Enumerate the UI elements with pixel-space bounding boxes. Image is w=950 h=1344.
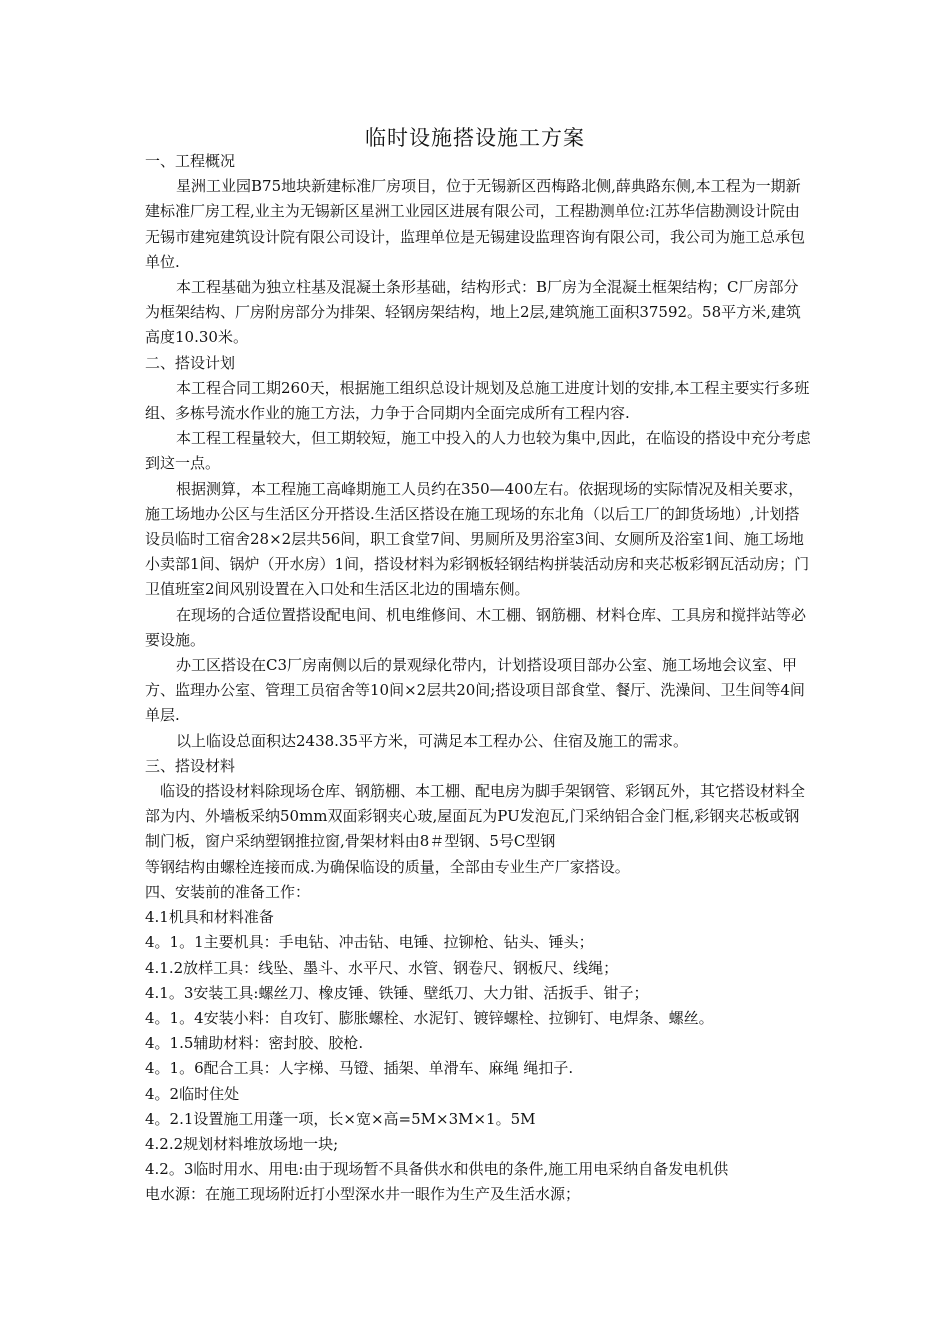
section-heading: 四、安装前的准备工作： — [145, 882, 311, 901]
subsection-heading: 4。2临时住处 — [145, 1084, 240, 1103]
paragraph: 办工区搭设在C3厂房南侧以后的景观绿化带内，计划搭设项目部办公室、施工场地会议室、甲方、监理办公室、管理工员宿舍等10间×2层共20间;搭设项目部食堂、餐厅、洗澡间、卫生间等4间单层. — [145, 656, 805, 725]
paragraph: 根据测算，本工程施工高峰期施工人员约在350—400左右。依据现场的实际情况及相关要求，施工场地办公区与生活区分开搭设.生活区搭设在施工现场的东北角（以后工厂的卸货场地）,计划搭设员临时工宿舍28×2层共56间，职工食堂7间、男厕所及男浴室3间、女厕所及浴室1间、施工场地小卖部1间、锅炉（开水房）1间，搭设材料为彩钢板轻钢结构拼装活动房和夹芯板彩钢瓦活动房；门卫值班室2间风别设置在入口处和生活区北边的围墙东侧。 — [145, 479, 810, 599]
paragraph: 等钢结构由螺栓连接而成.为确保临设的质量，全部由专业生产厂家搭设。 — [145, 857, 630, 876]
paragraph: 星洲工业园B75地块新建标准厂房项目，位于无锡新区西梅路北侧,薛典路东侧,本工程为一期新建标准厂房工程,业主为无锡新区星洲工业园区进展有限公司，工程勘测单位:江苏华信勘测设计院由无锡市建宛建筑设计院有限公司设计，监理单位是无锡建设监理咨询有限公司，我公司为施工总承包单位. — [145, 177, 806, 271]
list-item: 4。1.5辅助材料：密封胶、胶枪. — [145, 1034, 364, 1053]
list-item: 4。1。1主要机具：手电钻、冲击钻、电锤、拉铆枪、钻头、锤头； — [145, 933, 594, 952]
list-item: 4.1.2放样工具：线坠、墨斗、水平尺、水管、钢卷尺、钢板尺、线绳； — [145, 958, 619, 977]
document-body — [145, 149, 813, 1208]
list-item: 4.2。3临时用水、用电:由于现场暂不具备供水和供电的条件,施工用电采纳自备发电机供 — [145, 1160, 729, 1179]
list-item: 4。1。4安装小料：自攻钉、膨胀螺栓、水泥钉、镀锌螺栓、拉铆钉、电焊条、螺丝。 — [145, 1008, 714, 1027]
section-heading: 二、搭设计划 — [145, 353, 236, 372]
document-title: 临时设施搭设施工方案 — [365, 126, 585, 150]
list-item: 4。2.1设置施工用蓬一项，长×宽×高=5M×3M×1。5M — [145, 1109, 536, 1128]
paragraph: 本工程工程量较大，但工期较短，施工中投入的人力也较为集中,因此，在临设的搭设中充分考虑到这一点。 — [145, 429, 811, 473]
section-heading: 一、工程概况 — [145, 152, 236, 170]
paragraph: 本工程基础为独立柱基及混凝土条形基础，结构形式：B厂房为全混凝土框架结构；C厂房部分为框架结构、厂房附房部分为排架、轻钢房架结构，地上2层,建筑施工面积37592。58平方米,建筑高度10.30米。 — [145, 278, 801, 347]
list-item: 4.2.2规划材料堆放场地一块; — [145, 1134, 339, 1153]
paragraph: 以上临设总面积达2438.35平方米，可满足本工程办公、住宿及施工的需求。 — [176, 731, 689, 750]
section-heading: 三、搭设材料 — [145, 756, 236, 775]
paragraph: 临设的搭设材料除现场仓库、钢筋棚、本工棚、配电房为脚手架钢管、彩钢瓦外，其它搭设材料全部为内、外墙板采纳50mm双面彩钢夹心玻,屋面瓦为PU发泡瓦,门采纳铝合金门框,彩钢夹芯板或钢制门板，窗户采纳塑钢推拉窗,骨架材料由8＃型钢、5号C型钢 — [145, 782, 806, 851]
paragraph: 电水源：在施工现场附近打小型深水井一眼作为生产及生活水源； — [145, 1185, 581, 1204]
list-item: 4.1。3安装工具:螺丝刀、橡皮锤、铁锤、壁纸刀、大力钳、活扳手、钳子； — [145, 983, 649, 1002]
subsection-heading: 4.1机具和材料准备 — [145, 908, 274, 927]
paragraph: 在现场的合适位置搭设配电间、机电维修间、木工棚、钢筋棚、材料仓库、工具房和搅拌站等必要设施。 — [145, 605, 807, 649]
list-item: 4。1。6配合工具：人字梯、马镫、插架、单滑车、麻绳 绳扣子. — [145, 1059, 574, 1078]
paragraph: 本工程合同工期260天，根据施工组织总设计规划及总施工进度计划的安排,本工程主要实行多班组、多栋号流水作业的施工方法，力争于合同期内全面完成所有工程内容. — [145, 378, 810, 423]
